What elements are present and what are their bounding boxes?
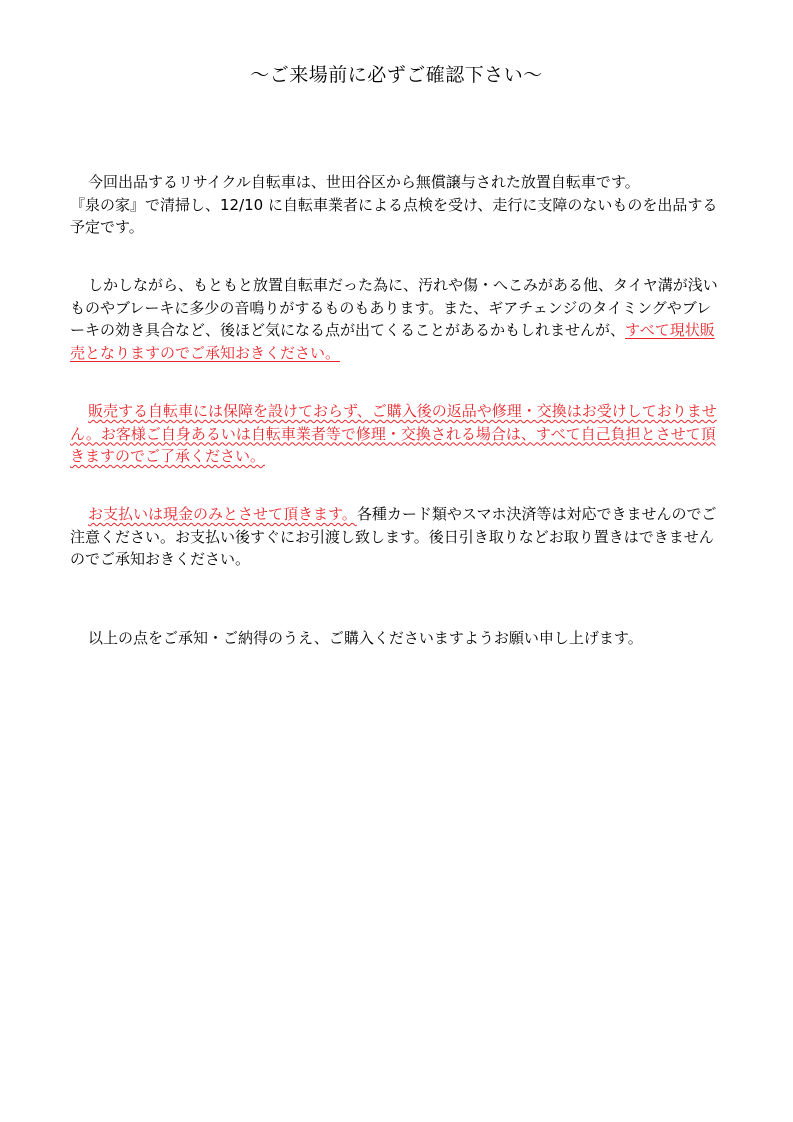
paragraph-payment-text: 各種カード類やスマホ決済等は対応できませんのでご注意ください。お支払い後すぐにお引渡し致します。後日引き取りなどお取り置きはできませんのでご承知おきください。 [70, 505, 717, 568]
paragraph-condition-text: しかしながら、もともと放置自転車だった為に、汚れや傷・へこみがある他、タイヤ溝が浅いものやブレーキに多少の音鳴りがするものもあります。また、ギアチェンジのタイミングやブレーキの効き具合など、後ほど気になる点が出てくることがあるかもしれませんが、 [70, 276, 718, 339]
paragraph-payment-emphasis: お支払いは現金のみとさせて頂きます。 [88, 505, 357, 523]
paragraph-intro [70, 171, 718, 239]
paragraph-closing [70, 627, 718, 650]
paragraph-warranty-emphasis: 販売する自転車には保障を設けておらず、ご購入後の返品や修理・交換はお受けしておりません。お客様ご自身あるいは自転車業者等で修理・交換される場合は、すべて自己負担とさせて頂きますのでご了承ください。 [70, 402, 717, 465]
paragraph-condition-emphasis: すべて現状販売となりますのでご承知おきください。 [70, 321, 715, 362]
page-title: ～ご来場前に必ずご確認下さい～ [250, 64, 543, 86]
paragraph-condition [70, 274, 718, 364]
paragraph-payment [70, 503, 718, 571]
paragraph-warranty [70, 400, 718, 468]
paragraph-closing-text: 以上の点をご承知・ご納得のうえ、ご購入くださいますようお願い申し上げます。 [88, 629, 643, 647]
paragraph-intro-rest: 『泉の家』で清掃し、12/10 に自転車業者による点検を受け、走行に支障のないものを出品する予定です。 [70, 195, 718, 236]
paragraph-intro-line1: 今回出品するリサイクル自転車は、世田谷区から無償譲与された放置自転車です。 [88, 173, 640, 191]
